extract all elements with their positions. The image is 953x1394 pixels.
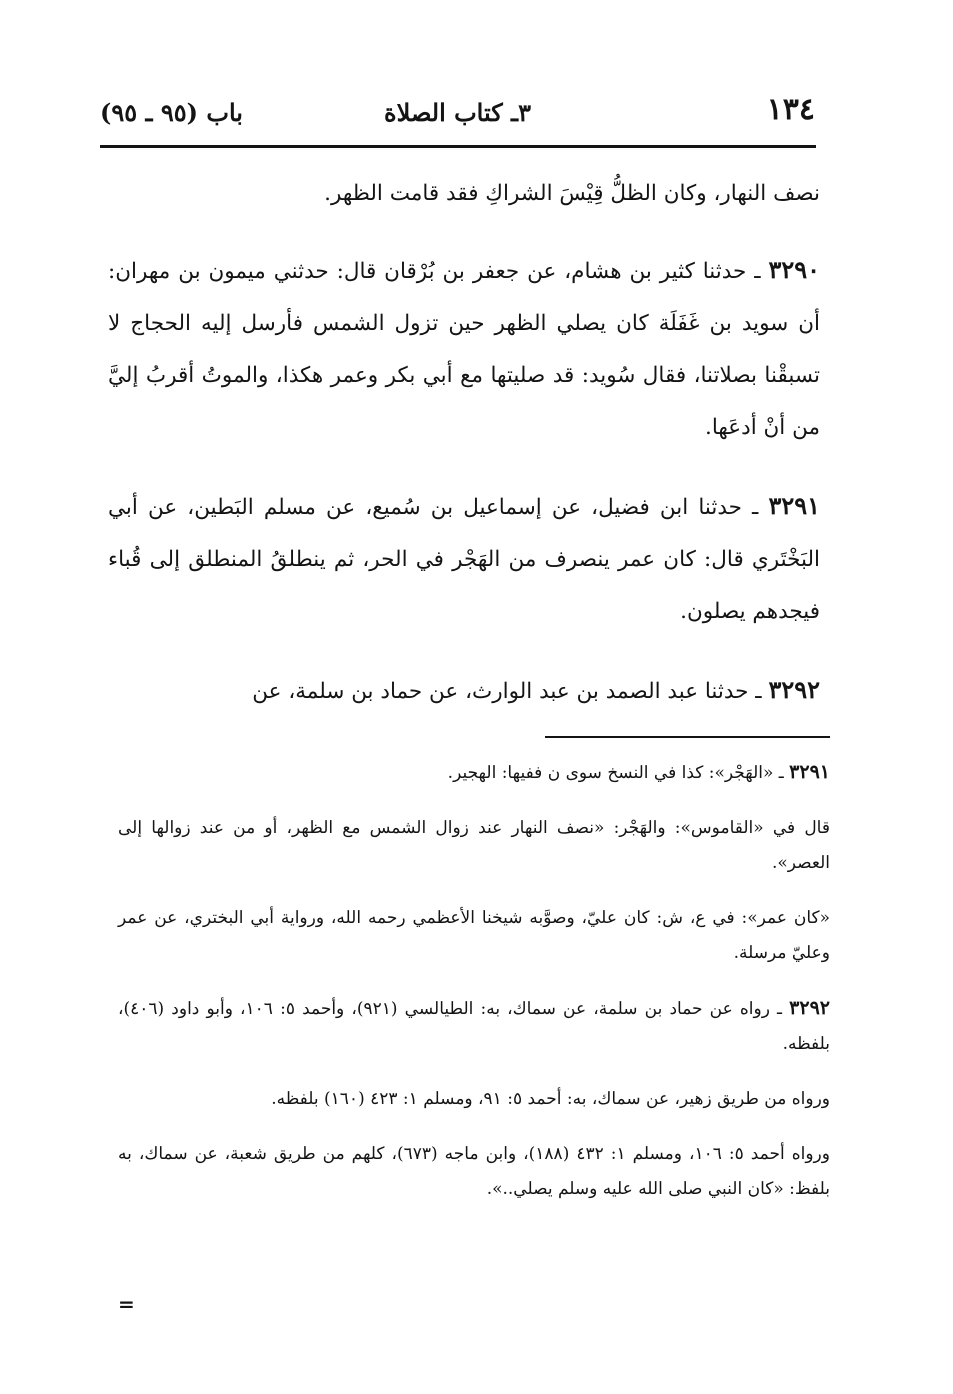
footnote-dash: ـ xyxy=(769,999,790,1019)
hadith-paragraph xyxy=(108,480,820,638)
footnote-number: ٣٢٩٢ xyxy=(789,997,830,1019)
page-number: ١٣٤ xyxy=(766,92,815,127)
footnote xyxy=(118,901,830,971)
footnote-number: ٣٢٩١ xyxy=(789,761,830,783)
hadith-number: ٣٢٩٠ xyxy=(768,255,820,284)
footnote xyxy=(118,755,830,791)
footnote xyxy=(118,1082,830,1117)
hadith-text: حدثنا ابن فضيل، عن إسماعيل بن سُميع، عن مسلم البَطين، عن أبي البَخْتَري قال: كان عمر ينصرف من الهَجْر في الحر، ثم ينطلقُ المنطلق إلى قُباء فيجدهم يصلون. xyxy=(108,495,820,624)
footnote-text: «الهَجْر»: كذا في النسخ سوى ن ففيها: الهجير. xyxy=(447,763,774,783)
hadith-paragraph xyxy=(108,244,820,454)
hadith-dash: ـ xyxy=(748,679,769,704)
footnotes xyxy=(118,755,830,1227)
hadith-dash: ـ xyxy=(746,259,769,284)
footnote-text: قال في «القاموس»: والهَجْر: «نصف النهار عند زوال الشمس مع الظهر، أو من عند زوالها إلى العصر». xyxy=(118,818,830,873)
page-header xyxy=(100,88,815,140)
footnote-divider xyxy=(545,736,830,738)
footnote-text: ورواه أحمد ٥: ١٠٦، ومسلم ١: ٤٣٢ (١٨٨)، وابن ماجه (٦٧٣)، كلهم من طريق شعبة، عن سماك، به بلفظ: «كان النبي صلى الله عليه وسلم يصلي..». xyxy=(118,1144,830,1199)
footnote-text: رواه عن حماد بن سلمة، عن سماك، به: الطيالسي (٩٢١)، وأحمد ٥: ١٠٦، وأبو داود (٤٠٦)، بلفظه. xyxy=(118,999,830,1054)
hadith-number: ٣٢٩١ xyxy=(768,491,821,520)
hadith-paragraph xyxy=(108,664,820,718)
continuation-mark: = xyxy=(118,1292,135,1316)
footnote-text: «كان عمر»: في ع، ش: كان عليّ، وصوَّبه شيخنا الأعظمي رحمه الله، ورواية أبي البختري، عن عمر وعليّ مرسلة. xyxy=(118,908,830,963)
hadith-dash: ـ xyxy=(741,495,769,520)
hadith-text: حدثنا عبد الصمد بن عبد الوارث، عن حماد بن سلمة، عن xyxy=(252,679,749,704)
footnote xyxy=(118,811,830,881)
chapter-reference: باب (٩٥ ـ ٩٥) xyxy=(100,98,243,127)
hadith-number: ٣٢٩٢ xyxy=(768,675,820,704)
footnote xyxy=(118,991,830,1062)
running-title: ٣ـ كتاب الصلاة xyxy=(384,98,531,127)
footnote xyxy=(118,1137,830,1207)
footnote-dash: ـ xyxy=(773,763,790,783)
continuation-paragraph: نصف النهار، وكان الظلُّ قِيْسَ الشراكِ فقد قامت الظهر. xyxy=(324,181,820,206)
footnote-text: ورواه من طريق زهير، عن سماك، به: أحمد ٥: ٩١، ومسلم ١: ٤٢٣ (١٦٠) بلفظه. xyxy=(271,1089,830,1109)
hadith-text: حدثنا كثير بن هشام، عن جعفر بن بُرْقان قال: حدثني ميمون بن مهران: أن سويد بن غَفَلَة كان يصلي الظهر حين تزول الشمس فأرسل إليه الحجاج لا تسبقْنا بصلاتنا، فقال سُويد: قد صليتها مع أبي بكر وعمر هكذا، والموتُ أقربُ إليَّ من أنْ أدعَها. xyxy=(108,259,820,440)
header-divider xyxy=(100,145,816,148)
main-text xyxy=(108,168,820,744)
